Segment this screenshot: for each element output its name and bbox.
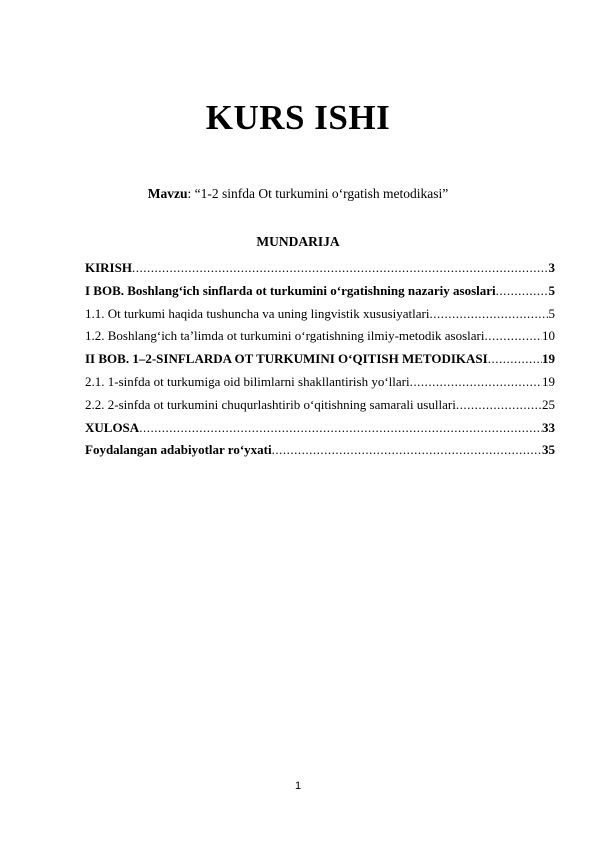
toc-entry-kirish[interactable] xyxy=(85,257,555,280)
toc-entry-text: Foydalangan adabiyotlar ro‘yxati xyxy=(85,442,272,458)
toc-entry-page: 19 xyxy=(542,351,555,367)
toc-entry-page: 35 xyxy=(542,442,555,458)
toc-entry-page: 5 xyxy=(548,305,555,321)
toc-entry-text: XULOSA xyxy=(85,419,140,435)
toc-entry-bob-1[interactable] xyxy=(85,280,555,303)
toc-entry-text: I BOB. Boshlang‘ich sinflarda ot turkumini o‘rgatishning nazariy asoslari xyxy=(85,282,496,298)
toc-entry-page: 25 xyxy=(542,396,555,412)
page-number: 1 xyxy=(294,780,302,792)
toc-entry-page: 5 xyxy=(548,282,555,298)
topic-label: Mavzu xyxy=(147,186,188,201)
toc-entry-1-2[interactable] xyxy=(85,325,555,348)
toc-entry-2-1[interactable] xyxy=(85,371,555,394)
toc-entry-page: 3 xyxy=(548,260,555,275)
toc-entry-page: 33 xyxy=(542,419,555,435)
toc-entry-1-1[interactable] xyxy=(85,303,555,326)
toc-entry-text: 1.2. Boshlang‘ich ta’limda ot turkumini o‘rgatishning ilmiy-metodik asoslari xyxy=(85,328,485,344)
toc-entry-text: 2.2. 2-sinfda ot turkumini chuqurlashtirib o‘qitishning samarali usullari xyxy=(85,396,456,412)
toc-heading: MUNDARIJA xyxy=(256,234,340,249)
toc-entry-text: II BOB. 1–2-SINFLARDA OT TURKUMINI O‘QITISH METODIKASI xyxy=(85,351,488,367)
toc-leader-dots xyxy=(132,257,549,280)
toc-entry-page: 19 xyxy=(542,373,555,389)
toc-leader-dots xyxy=(456,394,542,417)
document-title: KURS ISHI xyxy=(205,98,391,137)
toc-entry-bob-2[interactable] xyxy=(85,348,555,371)
toc-leader-dots xyxy=(496,280,549,303)
topic-separator: : xyxy=(187,186,195,201)
toc-entry-text: 1.1. Ot turkumi haqida tushuncha va uning lingvistik xususiyatlari xyxy=(85,305,430,321)
toc-entry-text: 2.1. 1-sinfda ot turkumiga oid bilimlarni shakllantirish yo‘llari xyxy=(85,373,410,389)
toc-entry-text: KIRISH xyxy=(85,260,132,275)
toc-entry-page: 10 xyxy=(542,328,555,344)
toc-leader-dots xyxy=(488,348,542,371)
toc-leader-dots xyxy=(139,417,542,440)
toc-leader-dots xyxy=(410,371,542,394)
table-of-contents xyxy=(85,257,555,462)
topic-text: “1-2 sinfda Ot turkumini o‘rgatish metodikasi” xyxy=(194,186,449,201)
toc-leader-dots xyxy=(429,303,548,326)
toc-leader-dots xyxy=(484,325,542,348)
toc-leader-dots xyxy=(272,439,542,462)
toc-entry-adabiyotlar[interactable] xyxy=(85,439,555,462)
toc-entry-xulosa[interactable] xyxy=(85,417,555,440)
topic-line xyxy=(0,186,596,202)
toc-entry-2-2[interactable] xyxy=(85,394,555,417)
